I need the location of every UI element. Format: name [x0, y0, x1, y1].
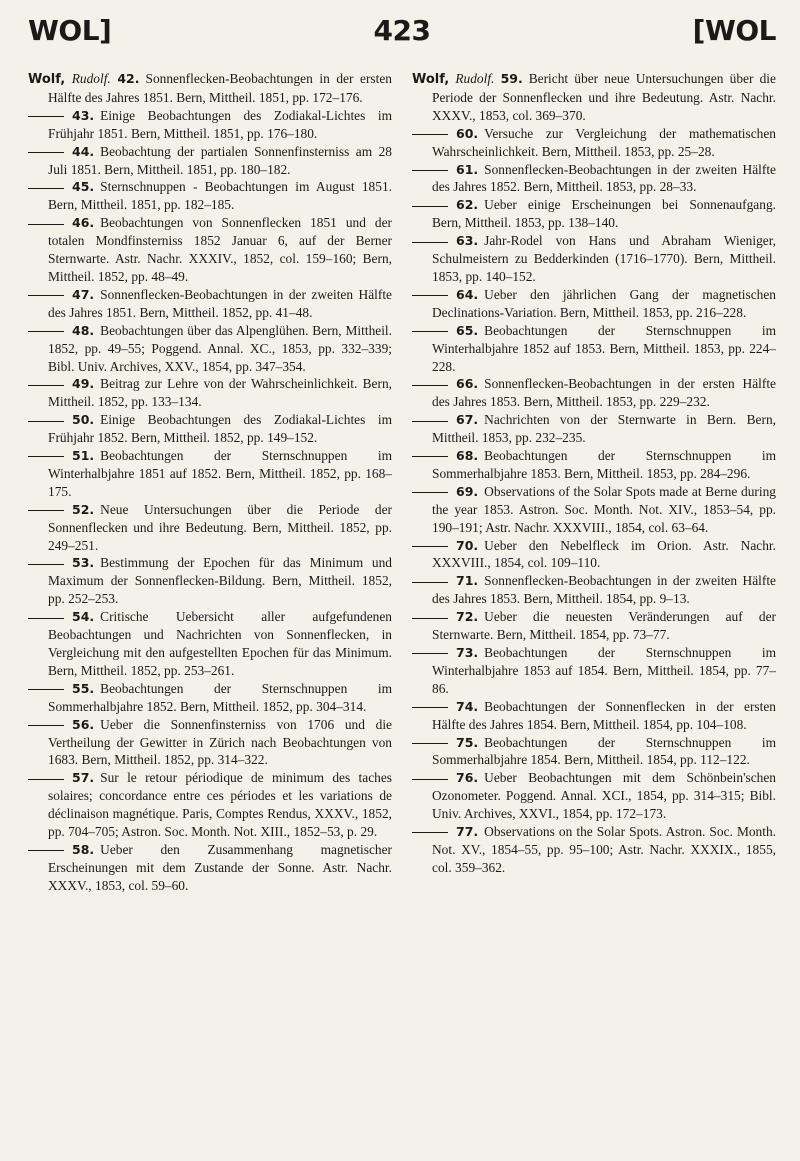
- entry-number: 64.: [456, 286, 479, 302]
- entry-number: 68.: [456, 448, 479, 464]
- entry-number: 62.: [456, 197, 479, 213]
- bibliography-entry: [412, 734, 776, 770]
- entry-number: 42.: [117, 71, 140, 86]
- ditto-dash: [28, 779, 64, 780]
- ditto-dash: [412, 206, 448, 207]
- entry-text: Beobachtungen der Sternschnuppen im Winterhalbjahre 1852 auf 1853. Bern, Mittheil. 1853, pp. 224–228.: [432, 322, 776, 374]
- bibliography-entry: [28, 554, 392, 608]
- entry-number: 77.: [456, 824, 479, 840]
- bibliography-entry: [28, 447, 392, 501]
- ditto-dash: [412, 743, 448, 744]
- entry-text: Ueber Beobachtungen mit dem Schönbein'schen Ozonometer. Poggend. Annal. XCI., 1854, pp. 314–315; Bibl. Univ. Archives, XXVI., 1854, pp. 172–173.: [432, 770, 776, 822]
- ditto-dash: [412, 779, 448, 780]
- entry-number: 44.: [72, 143, 95, 159]
- entry-number: 66.: [456, 376, 479, 392]
- entry-number: 53.: [72, 555, 95, 571]
- ditto-dash: [28, 224, 64, 225]
- entry-text: Beobachtungen der Sternschnuppen im Winterhalbjahre 1853 auf 1854. Bern, Mittheil. 1854, pp. 77–86.: [432, 645, 776, 696]
- bibliography-entry: [28, 769, 392, 841]
- entry-text: Observations on the Solar Spots. Astron. Soc. Month. Not. XV., 1854–55, pp. 95–100; Astr. Nachr. XXXIX., 1855, col. 359–362.: [432, 824, 776, 875]
- right-column: [412, 70, 776, 895]
- entry-text: Sonnenflecken-Beobachtungen in der zweiten Hälfte des Jahres 1853. Bern, Mittheil. 1854, pp. 9–13.: [432, 573, 776, 607]
- bibliography-entry: [28, 70, 392, 107]
- ditto-dash: [28, 421, 64, 422]
- bibliography-entry: [28, 322, 392, 376]
- entry-text: Beobachtungen der Sternschnuppen im Sommerhalbjahre 1852. Bern, Mittheil. 1852, pp. 304–314.: [48, 680, 392, 714]
- header-right: [WOL: [692, 14, 776, 47]
- bibliography-entry: [412, 537, 776, 573]
- ditto-dash: [28, 152, 64, 153]
- entry-text: Versuche zur Vergleichung der mathematischen Wahrscheinlichkeit. Bern, Mittheil. 1853, pp. 25–28.: [432, 125, 776, 159]
- bibliography-entry: [28, 608, 392, 680]
- author-surname: Wolf,: [28, 72, 66, 87]
- ditto-dash: [412, 832, 448, 833]
- entry-number: 71.: [456, 573, 479, 589]
- entry-number: 63.: [456, 233, 479, 249]
- entry-text: Beobachtungen der Sternschnuppen im Sommerhalbjahre 1854. Bern, Mittheil. 1854, pp. 112–122.: [432, 734, 776, 768]
- page-number: 423: [373, 14, 431, 47]
- ditto-dash: [28, 116, 64, 117]
- ditto-dash: [412, 707, 448, 708]
- ditto-dash: [28, 510, 64, 511]
- bibliography-entry: [28, 286, 392, 322]
- author-forename: Rudolf.: [71, 71, 111, 86]
- bibliography-entry: [412, 125, 776, 161]
- entry-text: Ueber den Zusammenhang magnetischer Erscheinungen mit dem Zustande der Sonne. Astr. Nachr. XXXV., 1853, col. 59–60.: [48, 841, 392, 893]
- bibliography-entry: [412, 322, 776, 376]
- entry-number: 52.: [72, 501, 95, 517]
- entry-number: 67.: [456, 412, 479, 428]
- entry-number: 74.: [456, 698, 479, 714]
- entry-number: 48.: [72, 322, 95, 338]
- entry-text: Beobachtungen der Sonnenflecken in der ersten Hälfte des Jahres 1854. Bern, Mittheil. 1854, pp. 104–108.: [432, 698, 776, 732]
- entry-text: Critische Uebersicht aller aufgefundenen Beobachtungen und Nachrichten von Sonnenflecken, in Vergleichung mit den aufgestellten Epochen für das Minimum. Bern, Mittheil. 1852, pp. 253–261.: [48, 609, 392, 678]
- ditto-dash: [28, 188, 64, 189]
- entry-text: Neue Untersuchungen über die Periode der Sonnenflecken und ihre Bedeutung. Bern, Mittheil. 1852, pp. 249–251.: [48, 501, 392, 553]
- bibliography-entry: [28, 501, 392, 555]
- ditto-dash: [28, 295, 64, 296]
- header-left: WOL]: [28, 14, 112, 47]
- ditto-dash: [412, 546, 448, 547]
- bibliography-entry: [28, 680, 392, 716]
- entry-number: 57.: [72, 770, 95, 786]
- entry-text: Jahr-Rodel von Hans und Abraham Wieniger, Schulmeistern zu Bedderkinden (1716–1770). Bern, Mittheil. 1853, pp. 140–152.: [432, 233, 776, 284]
- bibliography-entry: [412, 769, 776, 823]
- entry-number: 61.: [456, 161, 479, 177]
- entry-text: Ueber die neuesten Veränderungen auf der Sternwarte. Bern, Mittheil. 1854, pp. 73–77.: [432, 609, 776, 643]
- entry-text: Bestimmung der Epochen für das Minimum und Maximum der Sonnenflecken-Bildung. Bern, Mittheil. 1852, pp. 252–253.: [48, 555, 392, 607]
- entry-text: Ueber die Sonnenfinsterniss von 1706 und die Vertheilung der Gewitter in Zürich nach Beobachtungen von 1683. Bern, Mittheil. 1852, pp. 314–322.: [48, 716, 392, 768]
- bibliography-entry: [28, 841, 392, 895]
- entry-number: 58.: [72, 841, 95, 857]
- entry-number: 72.: [456, 609, 479, 625]
- ditto-dash: [28, 618, 64, 619]
- entry-columns: [28, 70, 776, 895]
- entry-number: 47.: [72, 286, 95, 302]
- ditto-dash: [412, 421, 448, 422]
- ditto-dash: [412, 134, 448, 135]
- bibliography-entry: [412, 161, 776, 197]
- entry-text: Sonnenflecken-Beobachtungen in der zweiten Hälfte des Jahres 1852. Bern, Mittheil. 1853, pp. 28–33.: [432, 161, 776, 195]
- bibliography-entry: [28, 716, 392, 770]
- left-column: [28, 70, 392, 895]
- entry-number: 56.: [72, 716, 95, 732]
- author-forename: Rudolf.: [455, 71, 495, 86]
- ditto-dash: [28, 689, 64, 690]
- ditto-dash: [28, 850, 64, 851]
- ditto-dash: [412, 170, 448, 171]
- entry-text: Ueber den jährlichen Gang der magnetischen Declinations-Variation. Bern, Mittheil. 1853, pp. 216–228.: [432, 286, 776, 320]
- entry-number: 45.: [72, 179, 95, 195]
- entry-number: 76.: [456, 770, 479, 786]
- ditto-dash: [28, 385, 64, 386]
- ditto-dash: [28, 456, 64, 457]
- entry-number: 70.: [456, 537, 479, 553]
- entry-text: Sur le retour périodique de minimum des taches solaires; concordance entre ces périodes et les variations de déclinaison magnétique. Paris, Comptes Rendus, XXXV., 1852, pp. 704–705; Astron. Soc. Month. Not. XIII., 1852–53, p. 29.: [48, 770, 392, 840]
- bibliography-entry: [28, 107, 392, 143]
- entry-text: Beobachtungen der Sternschnuppen im Winterhalbjahre 1851 auf 1852. Bern, Mittheil. 1852, pp. 168–175.: [48, 448, 392, 499]
- ditto-dash: [412, 492, 448, 493]
- ditto-dash: [412, 331, 448, 332]
- entry-number: 51.: [72, 448, 95, 464]
- ditto-dash: [412, 295, 448, 296]
- entry-number: 59.: [500, 71, 523, 86]
- ditto-dash: [412, 582, 448, 583]
- ditto-dash: [412, 653, 448, 654]
- entry-number: 49.: [72, 376, 95, 392]
- entry-text: Beobachtung der partialen Sonnenfinsterniss am 28 Juli 1851. Bern, Mittheil. 1851, pp. 180–182.: [48, 143, 392, 177]
- ditto-dash: [28, 331, 64, 332]
- bibliography-entry: [412, 698, 776, 734]
- bibliography-entry: [28, 178, 392, 214]
- bibliography-entry: [412, 196, 776, 232]
- entry-text: Sternschnuppen - Beobachtungen im August 1851. Bern, Mittheil. 1851, pp. 182–185.: [48, 179, 392, 213]
- bibliography-entry: [412, 447, 776, 483]
- entry-text: Observations of the Solar Spots made at Berne during the year 1853. Astron. Soc. Month. Not. XIV., 1853–54, pp. 190–191; Astr. Nachr. XXXVIII., 1854, col. 63–64.: [432, 483, 776, 535]
- entry-text: Beobachtungen über das Alpenglühen. Bern, Mittheil. 1852, pp. 49–55; Poggend. Annal. XC., 1853, pp. 332–339; Bibl. Univ. Archives, XXV., 1854, pp. 347–354.: [48, 322, 392, 374]
- entry-text: Beobachtungen von Sonnenflecken 1851 und der totalen Mondfinsterniss 1852 Januar 6, auf der Berner Sternwarte. Astr. Nachr. XXXIV., 1852, col. 159–160; Bern, Mittheil. 1852, pp. 48–49.: [48, 215, 392, 284]
- entry-number: 54.: [72, 609, 95, 625]
- entry-text: Nachrichten von der Sternwarte in Bern. Bern, Mittheil. 1853, pp. 232–235.: [432, 412, 776, 446]
- entry-text: Bericht über neue Untersuchungen über die Periode der Sonnenflecken und ihre Bedeutung. Astr. Nachr. XXXV., 1853, col. 369–370.: [432, 71, 776, 123]
- ditto-dash: [412, 618, 448, 619]
- entry-number: 46.: [72, 215, 95, 231]
- entry-number: 73.: [456, 645, 479, 660]
- bibliography-entry: [412, 375, 776, 411]
- entry-number: 75.: [456, 734, 479, 750]
- ditto-dash: [28, 725, 64, 726]
- entry-text: Einige Beobachtungen des Zodiakal-Lichtes im Frühjahr 1851. Bern, Mittheil. 1851, pp. 176–180.: [48, 107, 392, 141]
- bibliography-entry: [28, 143, 392, 179]
- bibliography-entry: [412, 572, 776, 608]
- bibliography-entry: [412, 823, 776, 877]
- entry-number: 60.: [456, 125, 479, 141]
- entry-number: 50.: [72, 412, 95, 428]
- entry-text: Sonnenflecken-Beobachtungen in der ersten Hälfte des Jahres 1853. Bern, Mittheil. 1853, pp. 229–232.: [432, 376, 776, 410]
- bibliography-entry: [28, 375, 392, 411]
- bibliography-entry: [28, 214, 392, 286]
- entry-text: Ueber den Nebelfleck im Orion. Astr. Nachr. XXXVIII., 1854, col. 109–110.: [432, 537, 776, 571]
- entry-text: Beobachtungen der Sternschnuppen im Sommerhalbjahre 1853. Bern, Mittheil. 1853, pp. 284–296.: [432, 448, 776, 481]
- bibliography-entry: [412, 644, 776, 698]
- bibliography-entry: [412, 483, 776, 537]
- bibliography-entry: [28, 411, 392, 447]
- entry-number: 69.: [456, 483, 479, 499]
- entry-text: Einige Beobachtungen des Zodiakal-Lichtes im Frühjahr 1852. Bern, Mittheil. 1852, pp. 149–152.: [48, 412, 392, 446]
- entry-number: 55.: [72, 680, 95, 696]
- entry-text: Sonnenflecken-Beobachtungen in der ersten Hälfte des Jahres 1851. Bern, Mittheil. 1851, pp. 172–176.: [48, 71, 392, 105]
- bibliography-entry: [412, 70, 776, 125]
- running-header: [28, 0, 776, 70]
- bibliography-entry: [412, 286, 776, 322]
- entry-text: Beitrag zur Lehre von der Wahrscheinlichkeit. Bern, Mittheil. 1852, pp. 133–134.: [48, 376, 392, 410]
- entry-text: Sonnenflecken-Beobachtungen in der zweiten Hälfte des Jahres 1851. Bern, Mittheil. 1852, pp. 41–48.: [48, 286, 392, 320]
- ditto-dash: [412, 456, 448, 457]
- bibliography-entry: [412, 232, 776, 286]
- ditto-dash: [412, 385, 448, 386]
- entry-text: Ueber einige Erscheinungen bei Sonnenaufgang. Bern, Mittheil. 1853, pp. 138–140.: [432, 197, 776, 231]
- author-surname: Wolf,: [412, 72, 450, 87]
- ditto-dash: [28, 564, 64, 565]
- bibliography-entry: [412, 411, 776, 447]
- entry-number: 43.: [72, 107, 95, 123]
- entry-number: 65.: [456, 322, 479, 338]
- bibliography-entry: [412, 608, 776, 644]
- ditto-dash: [412, 242, 448, 243]
